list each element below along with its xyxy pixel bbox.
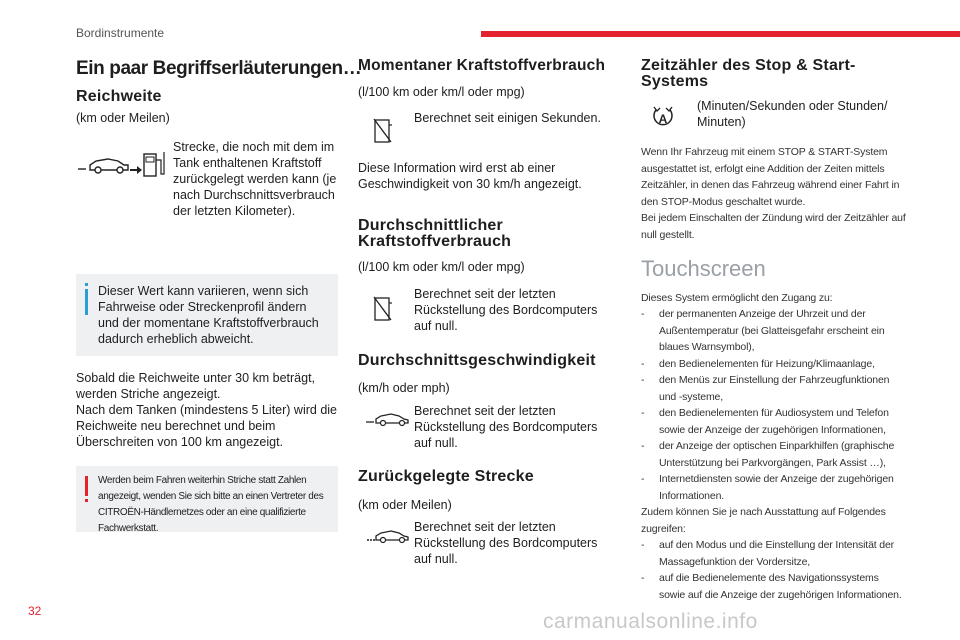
avg-consumption-unit: (l/100 km oder km/l oder mpg) xyxy=(358,260,525,274)
touchscreen-title: Touchscreen xyxy=(641,256,766,281)
range-title: Reichweite xyxy=(76,88,162,105)
info-icon xyxy=(85,283,88,317)
distance-unit: (km oder Meilen) xyxy=(358,498,452,512)
touchscreen-more: Zudem können Sie je nach Ausstattung auf Folgendes zugreifen: xyxy=(641,506,886,535)
list-item: - den Bedienelementen für Heizung/Klimaanlage, xyxy=(641,357,875,370)
avg-speed-unit: (km/h oder mph) xyxy=(358,381,450,395)
warning-text: Werden beim Fahren weiterhin Striche statt Zahlen angezeigt, wenden Sie sich bitte an einen Vertreter des CITROËN-Händlernetzes oder an eine qualifizierte Fachwerkstatt. xyxy=(98,475,324,534)
range-unit: (km oder Meilen) xyxy=(76,111,170,125)
avg-consumption-title: Durchschnittlicher Kraftstoffverbrauch xyxy=(358,217,512,250)
svg-text:A: A xyxy=(658,112,668,126)
distance-desc: Berechnet seit der letzten Rückstellung des Bordcomputers auf null. xyxy=(414,520,598,566)
info-box xyxy=(76,274,338,356)
fuel-pump-slash-icon xyxy=(374,117,392,143)
stop-start-text: Wenn Ihr Fahrzeug mit einem STOP & START-System ausgestattet ist, erfolgt eine Addition der Zeiten mittels Zeitzähler, in denen das Fahrzeug während einer Fahrt in den STOP-Modus geschaltet wurde. Bei jedem Einschalten der Zündung wird der Zeitzähler auf null gestellt. xyxy=(641,146,906,241)
range-body-text: Sobald die Reichweite unter 30 km beträgt, werden Striche angezeigt. Nach dem Tanken (mindestens 5 Liter) wird die Reichweite neu berechnet und beim Überschreiten von 100 km angezeigt. xyxy=(76,371,338,449)
stop-start-unit: (Minuten/Sekunden oder Stunden/ Minuten) xyxy=(697,99,888,129)
header-accent-bar xyxy=(481,31,960,37)
stop-start-auto-icon xyxy=(651,104,675,130)
avg-speed-title: Durchschnittsgeschwindigkeit xyxy=(358,352,596,369)
current-consumption-note: Diese Information wird erst ab einer Geschwindigkeit von 30 km/h angezeigt. xyxy=(358,161,582,191)
warning-box xyxy=(76,466,338,532)
page-number: 32 xyxy=(28,604,42,618)
current-consumption-unit: (l/100 km oder km/l oder mpg) xyxy=(358,85,525,99)
current-consumption-desc: Berechnet seit einigen Sekunden. xyxy=(414,111,601,125)
list-item: - Internetdiensten sowie der Anzeige der zugehörigen Informationen. xyxy=(641,473,894,502)
range-description: Strecke, die noch mit dem im Tank enthaltenen Kraftstoff zurückgelegt werden kann (je nach Durchschnittsverbrauch der letzten Kilometer). xyxy=(173,140,337,218)
watermark: carmanualsonline.info xyxy=(543,610,758,633)
touchscreen-list xyxy=(641,306,907,603)
section-header: Bordinstrumente xyxy=(76,26,165,40)
list-item: - den Menüs zur Einstellung der Fahrzeugfunktionen und -systeme, xyxy=(641,374,890,403)
car-speed-icon xyxy=(366,410,410,428)
avg-consumption-desc: Berechnet seit der letzten Rückstellung des Bordcomputers auf null. xyxy=(414,287,598,333)
warning-icon xyxy=(85,476,89,504)
list-item: - auf die Bedienelemente des Navigationssystems sowie auf die Anzeige der zugehörigen Informationen. xyxy=(641,572,902,601)
distance-title: Zurückgelegte Strecke xyxy=(358,468,534,485)
car-distance-icon xyxy=(366,527,410,545)
list-item: - der permanenten Anzeige der Uhrzeit und der Außentemperatur (bei Glatteisgefahr erscheint ein blaues Warnsymbol), xyxy=(641,308,885,353)
list-item: - der Anzeige der optischen Einparkhilfen (graphische Unterstützung bei Parkvorgängen, Park Assist …), xyxy=(641,440,895,469)
info-text: Dieser Wert kann variieren, wenn sich Fahrweise oder Streckenprofil ändern und der momentane Kraftstoffverbrauch dadurch erheblich abweicht. xyxy=(98,284,319,346)
current-consumption-title: Momentaner Kraftstoffverbrauch xyxy=(358,57,606,74)
list-item: - auf den Modus und die Einstellung der Intensität der Massagefunktion der Vordersitze, xyxy=(641,539,895,568)
avg-speed-desc: Berechnet seit der letzten Rückstellung des Bordcomputers auf null. xyxy=(414,404,598,450)
touchscreen-intro: Dieses System ermöglicht den Zugang zu: xyxy=(641,292,833,304)
fuel-pump-slash-icon xyxy=(374,295,392,321)
stop-start-title: Zeitzähler des Stop & Start-Systems xyxy=(641,57,856,90)
page-title: Ein paar Begriffserläuterungen… xyxy=(76,58,362,79)
range-car-pump-icon xyxy=(78,148,166,180)
list-item: - den Bedienelementen für Audiosystem und Telefon sowie der Anzeige der zugehörigen Informationen, xyxy=(641,407,889,436)
